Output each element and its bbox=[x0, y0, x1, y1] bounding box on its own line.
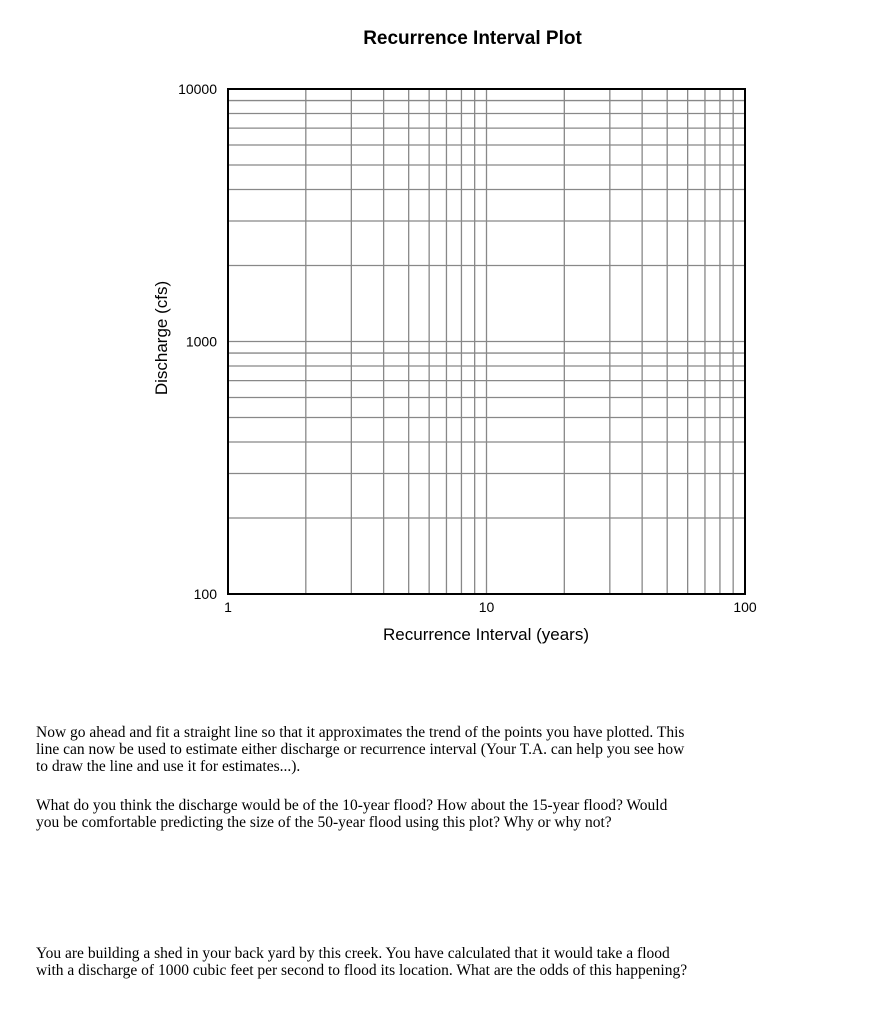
x-tick-label: 100 bbox=[733, 599, 757, 615]
x-tick-label: 1 bbox=[224, 599, 232, 615]
y-tick-label: 100 bbox=[193, 586, 217, 602]
text-line: You are building a shed in your back yard by this creek. You have calculated that it would take a flood bbox=[36, 945, 670, 962]
x-axis-label: Recurrence Interval (years) bbox=[383, 625, 589, 644]
text-line: to draw the line and use it for estimates...). bbox=[36, 758, 301, 775]
x-tick-label: 10 bbox=[478, 599, 495, 615]
text-line: What do you think the discharge would be of the 10-year flood? How about the 15-year flood? Would bbox=[36, 797, 668, 814]
paragraph-question-shed bbox=[36, 945, 836, 979]
y-axis-label: Discharge (cfs) bbox=[152, 280, 171, 396]
x-tick-labels bbox=[224, 599, 757, 615]
grid bbox=[228, 89, 745, 594]
y-tick-label: 10000 bbox=[178, 81, 217, 97]
paragraph-question-floods bbox=[36, 797, 836, 831]
paragraph-fit-line bbox=[36, 724, 836, 775]
text-line: with a discharge of 1000 cubic feet per second to flood its location. What are the odds of this happening? bbox=[36, 962, 688, 979]
text-line: you be comfortable predicting the size of the 50-year flood using this plot? Why or why not? bbox=[36, 814, 612, 831]
y-tick-labels bbox=[178, 81, 217, 602]
text-line: Now go ahead and fit a straight line so that it approximates the trend of the points you have plotted. This bbox=[36, 724, 685, 741]
y-tick-label: 1000 bbox=[185, 333, 217, 350]
text-line: line can now be used to estimate either discharge or recurrence interval (Your T.A. can help you see how bbox=[36, 741, 685, 758]
chart-title: Recurrence Interval Plot bbox=[363, 28, 582, 49]
